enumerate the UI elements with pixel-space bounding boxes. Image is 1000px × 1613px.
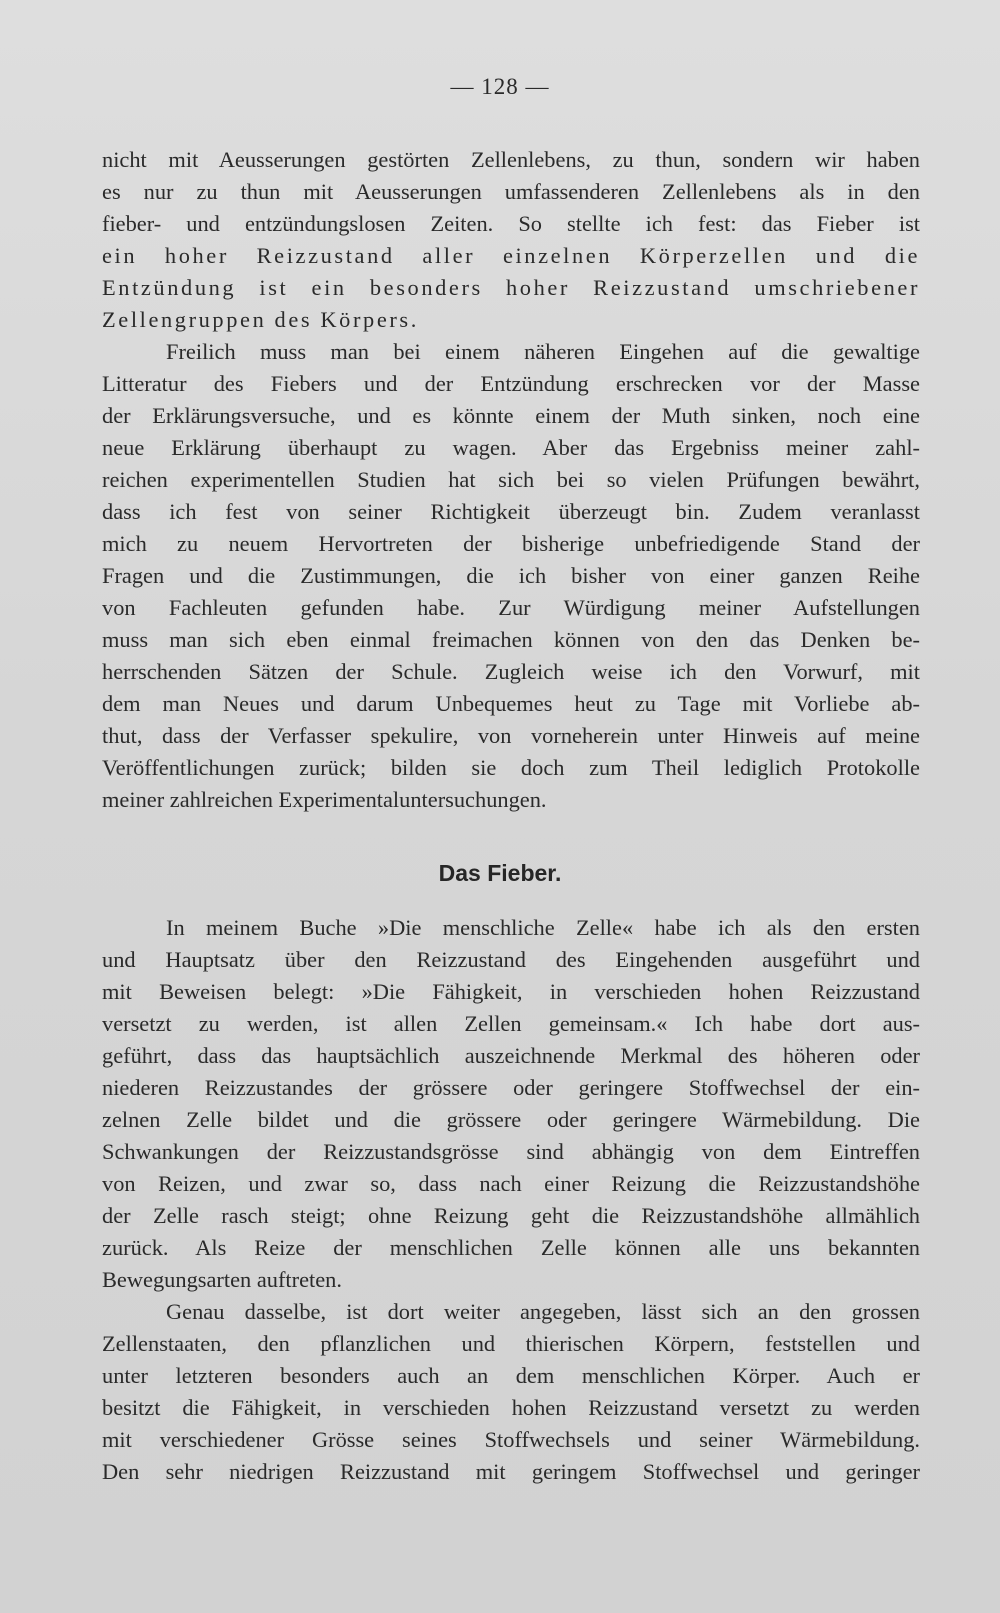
text-line: thut, dass der Verfasser spekulire, von vorneherein unter Hinweis auf meine [102, 723, 920, 748]
text-line: zelnen Zelle bildet und die grössere oder geringere Wärmebildung. Die [102, 1107, 920, 1132]
paragraph-4 [102, 1296, 920, 1488]
text-line-emphasis: Entzündung ist ein besonders hoher Reizzustand umschriebener [102, 275, 920, 300]
text-line: In meinem Buche »Die menschliche Zelle« habe ich als den ersten [166, 915, 920, 940]
text-line-emphasis: Zellengruppen des Körpers. [102, 307, 419, 332]
text-line: besitzt die Fähigkeit, in verschieden hohen Reizzustand versetzt zu werden [102, 1395, 920, 1420]
text-line: nicht mit Aeusserungen gestörten Zellenlebens, zu thun, sondern wir haben [102, 147, 920, 172]
text-line: dem man Neues und darum Unbequemes heut zu Tage mit Vorliebe ab- [102, 691, 920, 716]
page-number: — 128 — [450, 74, 550, 99]
text-line: der Erklärungsversuche, und es könnte einem der Muth sinken, noch eine [102, 403, 920, 428]
text-line: mit Beweisen belegt: »Die Fähigkeit, in verschieden hohen Reizzustand [102, 979, 920, 1004]
text-line: und Hauptsatz über den Reizzustand des Eingehenden ausgeführt und [102, 947, 920, 972]
text-line: dass ich fest von seiner Richtigkeit überzeugt bin. Zudem veranlasst [102, 499, 920, 524]
text-line: Fragen und die Zustimmungen, die ich bisher von einer ganzen Reihe [102, 563, 920, 588]
text-line: geführt, dass das hauptsächlich auszeichnende Merkmal des höheren oder [102, 1043, 920, 1068]
paragraph-1 [102, 144, 920, 336]
text-line: zurück. Als Reize der menschlichen Zelle können alle uns bekannten [102, 1235, 920, 1260]
text-line: muss man sich eben einmal freimachen können von den das Denken be- [102, 627, 920, 652]
text-line: niederen Reizzustandes der grössere oder geringere Stoffwechsel der ein- [102, 1075, 920, 1100]
text-line: der Zelle rasch steigt; ohne Reizung geht die Reizzustandshöhe allmählich [102, 1203, 920, 1228]
paragraph-3 [102, 912, 920, 1296]
text-line: Genau dasselbe, ist dort weiter angegeben, lässt sich an den grossen [166, 1299, 920, 1324]
text-line: Zellenstaaten, den pflanzlichen und thierischen Körpern, feststellen und [102, 1331, 920, 1356]
text-line: Schwankungen der Reizzustandsgrösse sind abhängig von dem Eintreffen [102, 1139, 920, 1164]
text-line: Veröffentlichungen zurück; bilden sie doch zum Theil lediglich Protokolle [102, 755, 920, 780]
text-line: von Reizen, und zwar so, dass nach einer Reizung die Reizzustandshöhe [102, 1171, 920, 1196]
text-line: neue Erklärung überhaupt zu wagen. Aber das Ergebniss meiner zahl- [102, 435, 920, 460]
text-line-emphasis: ein hoher Reizzustand aller einzelnen Körperzellen und die [102, 243, 920, 268]
text-line: mit verschiedener Grösse seines Stoffwechsels und seiner Wärmebildung. [102, 1427, 920, 1452]
text-line: von Fachleuten gefunden habe. Zur Würdigung meiner Aufstellungen [102, 595, 920, 620]
paragraph-2 [102, 336, 920, 816]
text-line: Bewegungsarten auftreten. [102, 1267, 342, 1292]
text-line: reichen experimentellen Studien hat sich bei so vielen Prüfungen bewährt, [102, 467, 920, 492]
text-line: es nur zu thun mit Aeusserungen umfassenderen Zellenlebens als in den [102, 179, 920, 204]
section-heading: Das Fieber. [438, 860, 562, 886]
text-line: herrschenden Sätzen der Schule. Zugleich weise ich den Vorwurf, mit [102, 659, 920, 684]
text-line: meiner zahlreichen Experimentaluntersuchungen. [102, 787, 547, 812]
text-line: Litteratur des Fiebers und der Entzündung erschrecken vor der Masse [102, 371, 920, 396]
text-line: fieber- und entzündungslosen Zeiten. So stellte ich fest: das Fieber ist [102, 211, 920, 236]
text-line: mich zu neuem Hervortreten der bisherige unbefriedigende Stand der [102, 531, 920, 556]
text-line: Den sehr niedrigen Reizzustand mit geringem Stoffwechsel und geringer [102, 1459, 920, 1484]
text-line: versetzt zu werden, ist allen Zellen gemeinsam.« Ich habe dort aus- [102, 1011, 920, 1036]
text-line: unter letzteren besonders auch an dem menschlichen Körper. Auch er [102, 1363, 920, 1388]
text-line: Freilich muss man bei einem näheren Eingehen auf die gewaltige [166, 339, 920, 364]
